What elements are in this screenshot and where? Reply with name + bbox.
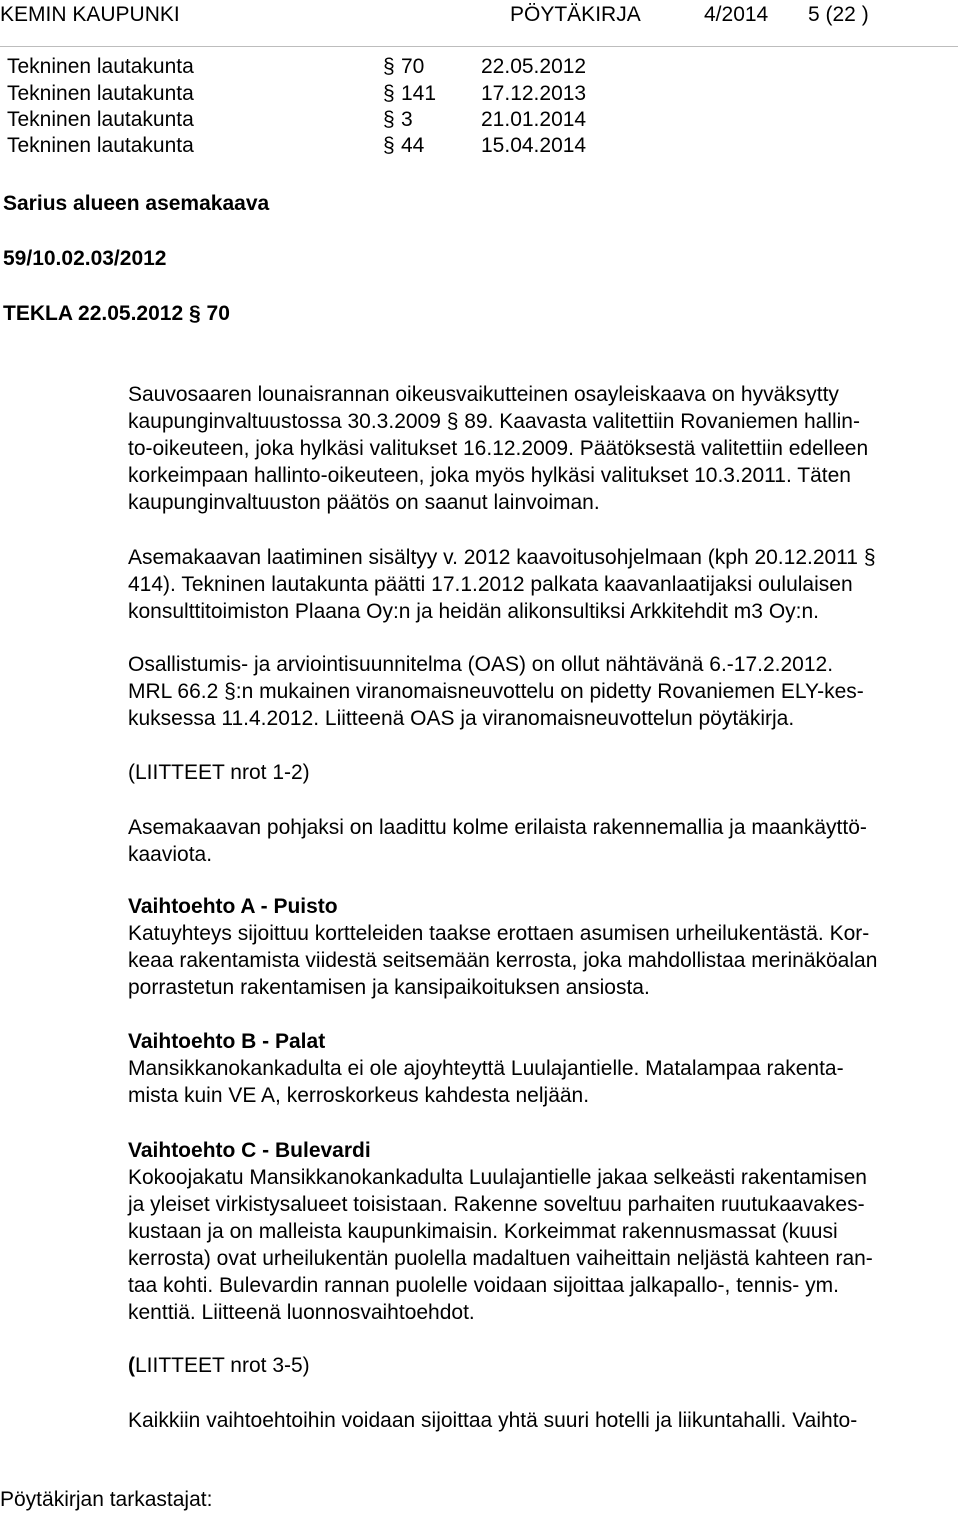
text-line: kaupunginvaltuustossa 30.3.2009 § 89. Kaavasta valitettiin Rovaniemen hallin- — [128, 410, 860, 433]
paragraph-oas — [128, 651, 958, 732]
history-body: Tekninen lautakunta — [7, 134, 194, 157]
text-line: porrastetun rakentamisen ja kansipaikoituksen ansiosta. — [128, 976, 650, 999]
history-number: 44 — [401, 134, 425, 157]
text-line: Katuyhteys sijoittuu kortteleiden taakse erottaen asumisen urheilukentästä. Kor- — [128, 922, 870, 945]
text-line: Asemakaavan laatiminen sisältyy v. 2012 kaavoitusohjelmaan (kph 20.12.2011 § — [128, 546, 876, 569]
text-line: kerrosta) ovat urheilukentän puolella madaltuen vaiheittain neljästä kahteen ran- — [128, 1247, 873, 1270]
history-date: 15.04.2014 — [481, 134, 587, 157]
text-line: (LIITTEET nrot 1-2) — [128, 761, 310, 784]
paragraph-planning — [128, 544, 958, 625]
reference-code: 59/10.02.03/2012 — [3, 247, 167, 270]
history-body: Tekninen lautakunta — [7, 108, 194, 131]
text-line: Kokoojakatu Mansikkanokankadulta Luulajantielle jakaa selkeästi rakentamisen — [128, 1166, 867, 1189]
text-line: kaupunginvaltuuston päätös on saanut lainvoiman. — [128, 491, 600, 514]
history-date: 21.01.2014 — [481, 108, 587, 131]
text-line: korkeimpaan hallinto-oikeuteen, joka myös hylkäsi valitukset 10.3.2011. Täten — [128, 464, 851, 487]
text-line: Asemakaavan pohjaksi on laadittu kolme erilaista rakennemallia ja maankäyttö- — [128, 816, 867, 839]
text-line: konsulttitoimiston Plaana Oy:n ja heidän alikonsultiksi Arkkitehdit m3 Oy:n. — [128, 600, 820, 623]
text-line: Kaikkiin vaihtoehtoihin voidaan sijoittaa yhtä suuri hotelli ja liikuntahalli. Vaihto- — [128, 1409, 858, 1432]
page-number: 5 (22 ) — [808, 3, 869, 26]
text-line: 414). Tekninen lautakunta päätti 17.1.2012 palkata kaavanlaatijaksi oululaisen — [128, 573, 853, 596]
section-sign: § — [383, 55, 395, 78]
text-line: kustaan ja on malleista kaupunkimaisin. Korkeimmat rakennusmassat (kuusi — [128, 1220, 838, 1243]
text-line: ja yleiset virkistysalueet toisistaan. Rakenne soveltuu parhaiten ruutukaavakes- — [128, 1193, 865, 1216]
text-line: taa kohti. Bulevardin rannan puolelle voidaan sijoittaa jalkapallo-, tennis- ym. — [128, 1274, 839, 1297]
history-body: Tekninen lautakunta — [7, 55, 194, 78]
alternative-b-heading: Vaihtoehto B - Palat — [128, 1030, 326, 1053]
alternative-a — [128, 893, 958, 1001]
paragraph-hotel — [128, 1407, 958, 1434]
tekla-reference — [3, 300, 230, 327]
paragraph-alternatives — [128, 814, 958, 868]
text-line: Sauvosaaren lounaisrannan oikeusvaikutteinen osayleiskaava on hyväksytty — [128, 383, 839, 406]
text-line: Mansikkanokankadulta ei ole ajoyhteyttä Luulajantielle. Matalampaa rakenta- — [128, 1057, 844, 1080]
history-number: 3 — [401, 108, 413, 131]
text-line: keaa rakentamista viidestä seitsemään kerrosta, joka mahdollistaa merinäköalan — [128, 949, 878, 972]
attachments-note-2 — [128, 1352, 958, 1379]
section-sign: § — [383, 108, 395, 131]
tekla-number: 70 — [206, 302, 230, 325]
text-line: kaaviota. — [128, 843, 213, 866]
municipality-name: KEMIN KAUPUNKI — [0, 3, 180, 26]
history-body: Tekninen lautakunta — [7, 82, 194, 105]
alternative-a-heading: Vaihtoehto A - Puisto — [128, 895, 338, 918]
document-number: 4/2014 — [704, 3, 769, 26]
alternative-c-heading: Vaihtoehto C - Bulevardi — [128, 1139, 371, 1162]
text-line: Osallistumis- ja arviointisuunnitelma (OAS) on ollut nähtävänä 6.-17.2.2012. — [128, 653, 834, 676]
section-sign: § — [189, 302, 201, 325]
history-date: 17.12.2013 — [481, 82, 587, 105]
paren-bold: ( — [128, 1354, 135, 1377]
section-sign: § — [383, 134, 395, 157]
section-sign: § — [383, 82, 395, 105]
paragraph-background — [128, 381, 958, 516]
attachments-text: LIITTEET nrot 3-5) — [135, 1354, 310, 1377]
text-line: kenttiä. Liitteenä luonnosvaihtoehdot. — [128, 1301, 475, 1324]
text-line — [128, 1352, 958, 1379]
text-line: to-oikeuteen, joka hylkäsi valitukset 16.12.2009. Päätöksestä valitettiin edelleen — [128, 437, 869, 460]
page-title: Sarius alueen asemakaava — [3, 192, 270, 215]
history-number: 70 — [401, 55, 425, 78]
history-number: 141 — [401, 82, 437, 105]
text-line: mista kuin VE A, kerroskorkeus kahdesta neljään. — [128, 1084, 590, 1107]
header-divider — [0, 46, 958, 47]
document-type: PÖYTÄKIRJA — [510, 3, 641, 26]
text-line: kuksessa 11.4.2012. Liitteenä OAS ja viranomaisneuvottelun pöytäkirja. — [128, 707, 795, 730]
attachments-note-1 — [128, 759, 958, 786]
alternative-b — [128, 1028, 958, 1109]
alternative-c — [128, 1137, 958, 1326]
tekla-label: TEKLA 22.05.2012 — [3, 302, 184, 325]
text-line: MRL 66.2 §:n mukainen viranomaisneuvottelu on pidetty Rovaniemen ELY-kes- — [128, 680, 864, 703]
footer-reviewers: Pöytäkirjan tarkastajat: — [0, 1488, 213, 1511]
history-date: 22.05.2012 — [481, 55, 587, 78]
